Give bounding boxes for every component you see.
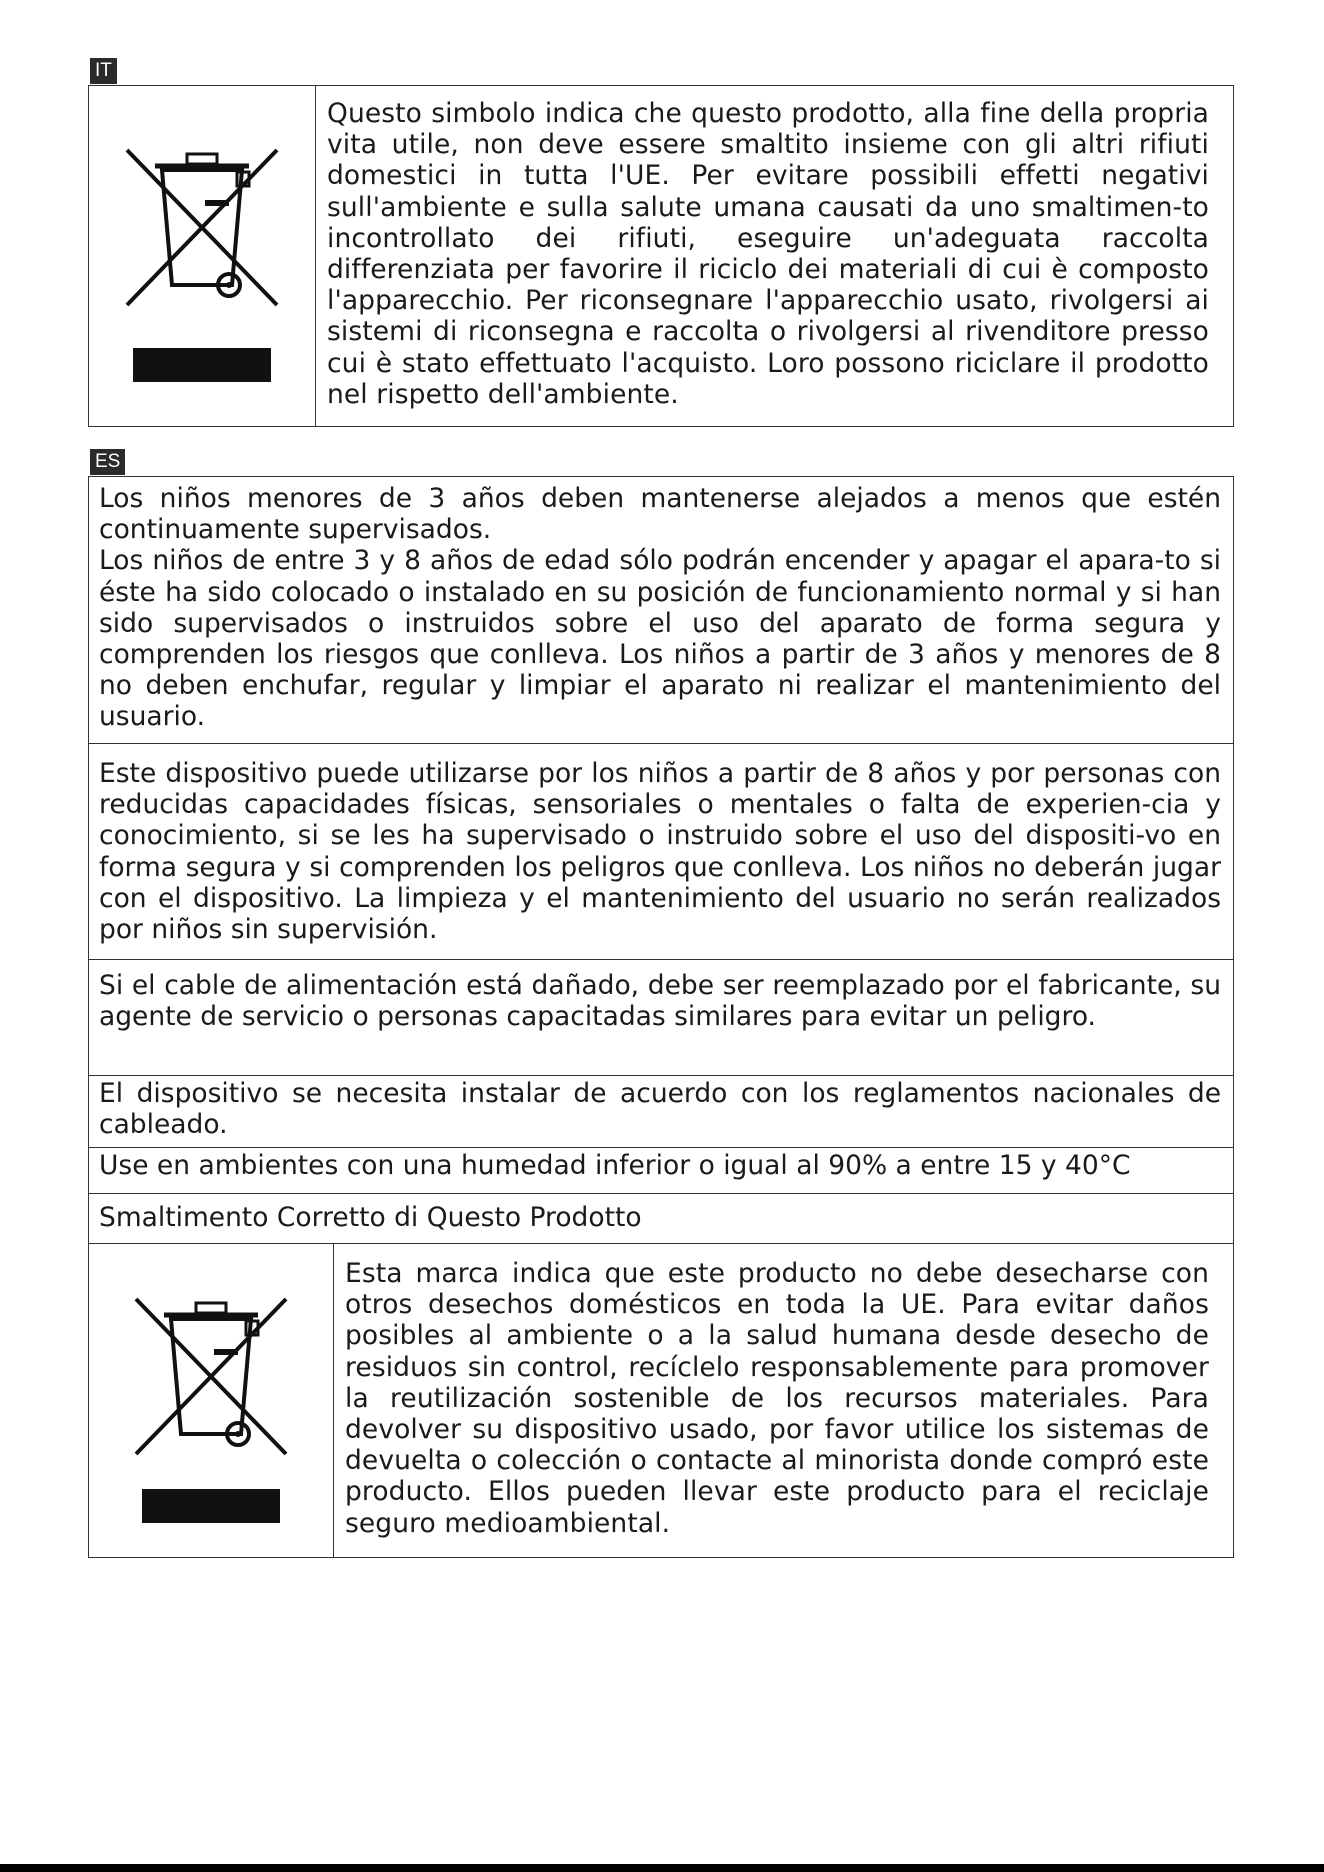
crossed-out-wheelie-bin-icon [126, 1279, 296, 1469]
es-icon-cell [89, 1244, 334, 1557]
crossed-out-wheelie-bin-icon [117, 130, 287, 320]
lang-tag-it: IT [90, 58, 117, 84]
es-row-4-text: El dispositivo se necesita instalar de acuerdo con los reglamentos nacionales de cableado. [99, 1078, 1221, 1141]
es-disposal-box [88, 1243, 1234, 1558]
es-row-power-cable [88, 960, 1234, 1076]
it-disposal-box [88, 85, 1234, 427]
es-row-disposal-heading [88, 1194, 1234, 1244]
black-bar [142, 1489, 280, 1523]
es-row-6-text: Smaltimento Corretto di Questo Prodotto [99, 1202, 642, 1233]
es-row-children-warning [88, 476, 1234, 744]
es-row-device-use [88, 744, 1234, 960]
lang-tag-es: ES [90, 449, 125, 475]
es-disposal-text: Esta marca indica que este producto no debe desecharse con otros desechos domésticos en toda la UE. Para evitar daños posibles al ambiente o a la salud humana desde desecho de residuos sin control, recíclelo responsablemente para promover la reutilización sostenible de los recursos materiales. Para devolver su dispositivo usado, por favor utilice los sistemas de devuelta o colección o contacte al minorista donde compró este producto. Ellos pueden llevar este producto para el reciclaje seguro medioambiental. [345, 1258, 1209, 1539]
es-row-1-para-2: Los niños de entre 3 y 8 años de edad sólo podrán encender y apagar el apara-to si éste ha sido colocado o instalado en su posición de funcionamiento normal y si han sido supervisados o instruidos sobre el uso del aparato de forma segura y comprenden los riesgos que conlleva. Los niños a partir de 3 años y menores de 8 no deben enchufar, regular y limpiar el aparato ni realizar el mantenimiento del usuario. [99, 545, 1221, 733]
es-row-humidity [88, 1148, 1234, 1194]
es-row-2-text: Este dispositivo puede utilizarse por los niños a partir de 8 años y por personas con reducidas capacidades físicas, sensoriales o mentales o falta de experien-cia y conocimiento, si se les ha supervisado o instruido sobre el uso del dispositi-vo en forma segura y si comprenden los peligros que conlleva. Los niños no deberán jugar con el dispositivo. La limpieza y el mantenimiento del usuario no serán realizados por niños sin supervisión. [99, 758, 1221, 946]
es-row-installation [88, 1076, 1234, 1148]
black-bar [133, 348, 271, 382]
it-disposal-text: Questo simbolo indica che questo prodotto, alla fine della propria vita utile, non deve essere smaltito insieme con gli altri rifiuti domestici in tutta l'UE. Per evitare possibili effetti negativi sull'ambiente e sulla salute umana causati da uno smaltimen-to incontrollato dei rifiuti, eseguire un'adeguata raccolta differenziata per favorire il riciclo dei materiali di cui è composto l'apparecchio. Per riconsegnare l'apparecchio usato, rivolgersi ai sistemi di riconsegna e raccolta o rivolgersi al rivenditore presso cui è stato effettuato l'acquisto. Loro possono riciclare il prodotto nel rispetto dell'ambiente. [327, 98, 1209, 410]
it-icon-cell [89, 86, 316, 426]
es-row-5-text: Use en ambientes con una humedad inferior o igual al 90% a entre 15 y 40°C [99, 1150, 1131, 1181]
bottom-rule [0, 1864, 1324, 1872]
es-row-3-text: Si el cable de alimentación está dañado, debe ser reemplazado por el fabricante, su agente de servicio o personas capacitadas similares para evitar un peligro. [99, 970, 1221, 1033]
es-row-1-para-1: Los niños menores de 3 años deben mantenerse alejados a menos que estén continuamente supervisados. [99, 483, 1221, 546]
